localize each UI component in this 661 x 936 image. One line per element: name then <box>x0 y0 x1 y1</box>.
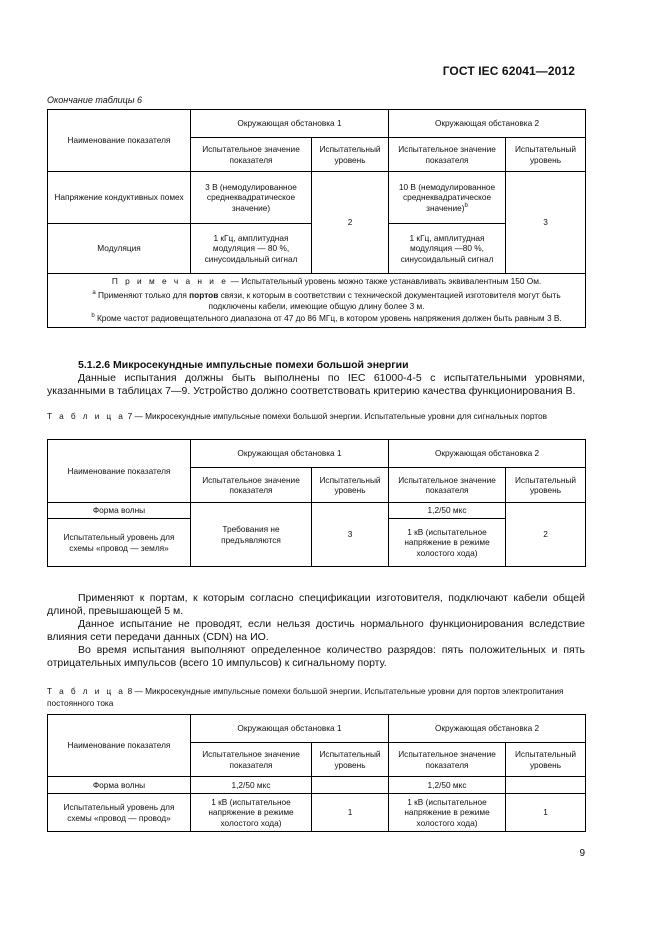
section-paragraph-text: Данные испытания должны быть выполнены по IEC 61000-4-5 с испытательными уровнями, указанными в таблицах 7—9. Устройство должно соответствовать критерию качества функционирования В. <box>47 372 585 397</box>
table6-env1-test-level-header: Испытательный уровень <box>312 138 389 172</box>
page-number: 9 <box>579 848 585 859</box>
table8-env2-test-level-header: Испытательный уровень <box>506 743 586 777</box>
section-heading: 5.1.2.6 Микросекундные импульсные помехи большой энергии <box>78 359 409 371</box>
document-header: ГОСТ IEC 62041—2012 <box>442 64 575 78</box>
table6-row1-env2-value-text: 10 В (немодулированное среднеквадратическое значение) <box>398 181 496 213</box>
footnote-a-bold: портов <box>189 290 219 301</box>
paragraph-1-text: Применяют к портам, к которым согласно спецификации изготовителя, подключают кабели общей длиной, превышающей 5 м. <box>47 592 585 617</box>
table8-col-name: Наименование показателя <box>48 715 191 777</box>
footnote-a-marker: a <box>92 290 96 297</box>
section-paragraph <box>47 372 585 398</box>
table7-env1-value: Требования не предъявляются <box>191 503 312 567</box>
table7-env2-test-value-header: Испытательное значение показателя <box>389 468 506 503</box>
table6-row1-name: Напряжение кондуктивных помех <box>48 172 191 224</box>
paragraph-3 <box>47 644 585 670</box>
table8-row1-env2-level <box>506 777 586 794</box>
table8-caption-text: 8 — Микросекундные импульсные помехи большой энергии. Испытательные уровни для портов электропитания постоянного тока <box>47 686 564 708</box>
table8-row2-env1-value: 1 кВ (испытательное напряжение в режиме холостого хода) <box>191 794 312 832</box>
table6-row1-env1-value: 3 В (немодулированное среднеквадратическое значение) <box>191 172 312 224</box>
table6-env2-test-level-header: Испытательный уровень <box>506 138 586 172</box>
footnote-a-text-pre: Применяют только для <box>95 290 190 301</box>
table6 <box>47 109 586 328</box>
table8-env1-test-level-header: Испытательный уровень <box>312 743 389 777</box>
table6-env1-header: Окружающая обстановка 1 <box>191 110 389 138</box>
note-label: П р и м е ч а н и е <box>111 276 229 286</box>
table6-col-name: Наименование показателя <box>48 110 191 172</box>
table7-caption-text: 7 — Микросекундные импульсные помехи большой энергии. Испытательные уровни для сигнальных портов <box>125 411 547 421</box>
table8-row1-name: Форма волны <box>48 777 191 794</box>
table6-note <box>51 276 582 286</box>
table8-row1-env1-value: 1,2/50 мкс <box>191 777 312 794</box>
table6-row2-env2-value: 1 кГц, амплитудная модуляция —80 %, синусоидальный сигнал <box>389 224 506 274</box>
table8-env1-header: Окружающая обстановка 1 <box>191 715 389 743</box>
table7-env1-test-level-header: Испытательный уровень <box>312 468 389 503</box>
table7-row1-name: Форма волны <box>48 503 191 519</box>
table8-env2-header: Окружающая обстановка 2 <box>389 715 586 743</box>
table8-caption-label: Т а б л и ц а <box>47 686 126 696</box>
table8-caption <box>47 685 585 709</box>
table8-row1-env2-value: 1,2/50 мкс <box>389 777 506 794</box>
table8-env2-test-value-header: Испытательное значение показателя <box>389 743 506 777</box>
paragraph-3-text: Во время испытания выполняют определенное количество разрядов: пять положительных и пять отрицательных импульсов (всего 10 импульсов) к сигнальному порту. <box>47 644 585 669</box>
table7-row2-env2-value: 1 кВ (испытательное напряжение в режиме холостого хода) <box>389 519 506 567</box>
table6-row2-name: Модуляция <box>48 224 191 274</box>
table7 <box>47 439 586 567</box>
footnote-b-marker: b <box>464 202 468 209</box>
paragraph-1 <box>47 592 585 618</box>
table7-row1-env2-value: 1,2/50 мкс <box>389 503 506 519</box>
table7-env1-header: Окружающая обстановка 1 <box>191 440 389 468</box>
table6-env2-level: 3 <box>506 172 586 274</box>
note-text: — Испытательный уровень можно также устанавливать эквивалентным 150 Ом. <box>228 276 542 286</box>
table8-row1-env1-level <box>312 777 389 794</box>
table7-env2-header: Окружающая обстановка 2 <box>389 440 586 468</box>
table7-env1-level: 3 <box>312 503 389 567</box>
table6-env2-header: Окружающая обстановка 2 <box>389 110 586 138</box>
table8 <box>47 714 586 832</box>
footnote-b-text: Кроме частот радиовещательного диапазона от 47 до 86 МГц, в котором уровень напряжения должен быть равным 3 В. <box>94 313 562 324</box>
table6-row1-env2-value <box>389 172 506 224</box>
table6-row2-env1-value: 1 кГц, амплитудная модуляция — 80 %, синусоидальный сигнал <box>191 224 312 274</box>
table8-row2-env1-level: 1 <box>312 794 389 832</box>
table7-caption-label: Т а б л и ц а <box>47 411 126 421</box>
footnote-b <box>51 313 582 323</box>
table8-env1-test-value-header: Испытательное значение показателя <box>191 743 312 777</box>
table6-notes <box>48 274 586 328</box>
table7-row2-name: Испытательный уровень для схемы «провод — земля» <box>48 519 191 567</box>
table6-env1-level: 2 <box>312 172 389 274</box>
table8-row2-name: Испытательный уровень для схемы «провод — провод» <box>48 794 191 832</box>
table7-env1-test-value-header: Испытательное значение показателя <box>191 468 312 503</box>
footnote-a <box>51 290 582 311</box>
table6-caption: Окончание таблицы 6 <box>47 95 142 105</box>
table7-caption <box>47 410 585 422</box>
paragraph-2-text: Данное испытание не проводят, если нельзя достичь нормального функционирования вследствие влияния сети передачи данных (CDN) на ИО. <box>47 618 585 643</box>
table8-row2-env2-value: 1 кВ (испытательное напряжение в режиме холостого хода) <box>389 794 506 832</box>
table8-row2-env2-level: 1 <box>506 794 586 832</box>
table6-env1-test-value-header: Испытательное значение показателя <box>191 138 312 172</box>
paragraph-2 <box>47 618 585 644</box>
table6-env2-test-value-header: Испытательное значение показателя <box>389 138 506 172</box>
table7-col-name: Наименование показателя <box>48 440 191 503</box>
table7-env2-level: 2 <box>506 503 586 567</box>
footnote-b-sup: b <box>91 313 95 320</box>
table7-env2-test-level-header: Испытательный уровень <box>506 468 586 503</box>
footnote-a-text-post: связи, к которым в соответствии с технической документацией изготовителя могут быть подключены кабели, имеющие общую длину более 3 м. <box>208 290 561 311</box>
